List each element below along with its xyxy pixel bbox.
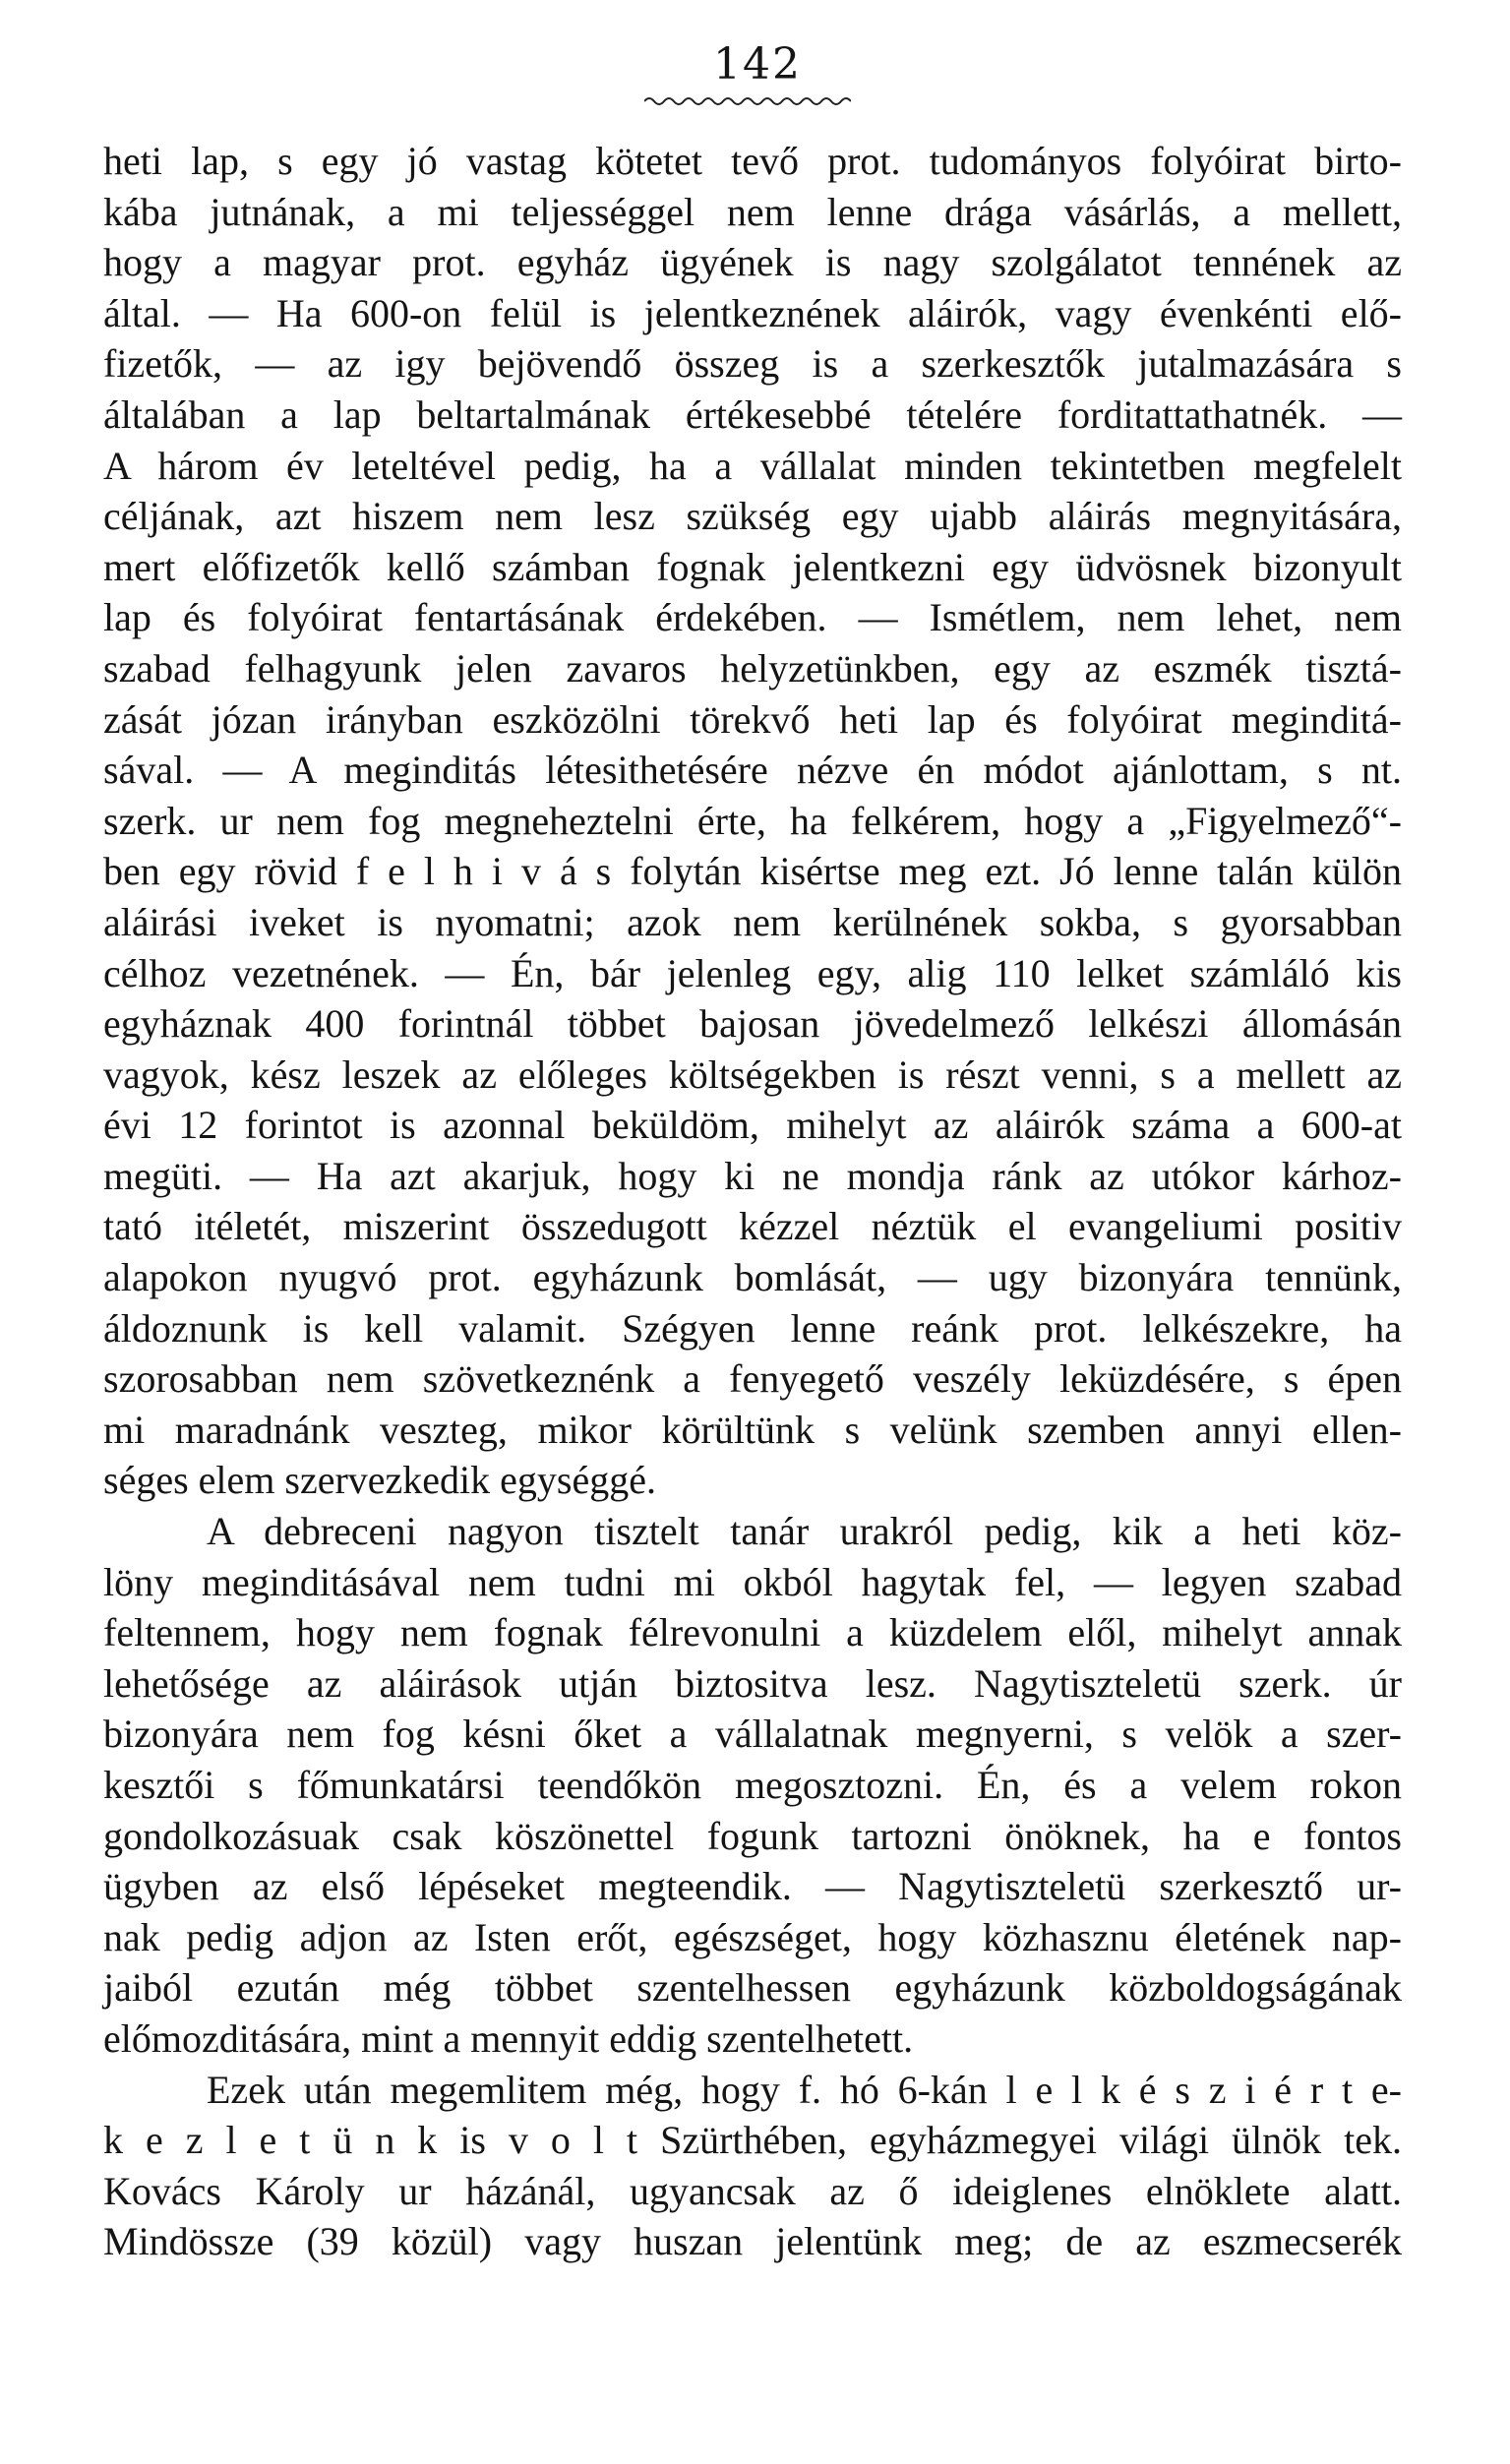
- text-line: nak pedig adjon az Isten erőt, egészséget, hogy közhasznu életének nap-: [103, 1914, 1402, 1959]
- text-line: bizonyára nem fog késni őket a vállalatnak megnyerni, s velök a szer-: [103, 1712, 1402, 1757]
- text-line: szerk. ur nem fog megneheztelni érte, ha felkérem, hogy a „Figyelmező“-: [103, 798, 1402, 843]
- text-line: céljának, azt hiszem nem lesz szükség egy ujabb aláirás megnyitására,: [103, 494, 1402, 539]
- text-line: séges elem szervezkedik egységgé.: [103, 1458, 656, 1503]
- text-line: Mindössze (39 közül) vagy huszan jelentünk meg; de az eszmecserék: [103, 2219, 1402, 2264]
- text-line: tató itéletét, miszerint összedugott kézzel néztük el evangeliumi positiv: [103, 1204, 1402, 1249]
- text-line: általában a lap beltartalmának értékesebbé tételére forditattathatnék. —: [103, 391, 1402, 437]
- text-line: feltennem, hogy nem fognak félrevonulni a küzdelem elől, mihelyt annak: [103, 1610, 1402, 1655]
- text-line: lap és folyóirat fentartásának érdekében. — Ismétlem, nem lehet, nem: [103, 595, 1402, 640]
- text-line: A debreceni nagyon tisztelt tanár urakról pedig, kik a heti köz-: [207, 1509, 1402, 1554]
- text-line: gondolkozásuak csak köszönettel fogunk tartozni önöknek, ha e fontos: [103, 1813, 1402, 1858]
- text-line: Kovács Károly ur házánál, ugyancsak az ő ideiglenes elnöklete alatt.: [103, 2168, 1402, 2213]
- text-line: sával. — A meginditás létesithetésére nézve én módot ajánlottam, s nt.: [103, 748, 1402, 793]
- page-number: 142: [713, 39, 802, 90]
- text-line: egyháznak 400 forintnál többet bajosan jövedelmező lelkészi állomásán: [103, 1001, 1402, 1047]
- text-line: k e z l e t ü n k is v o l t Szürthében, egyházmegyei világi ülnök tek.: [103, 2118, 1402, 2163]
- text-line: kesztői s főmunkatársi teendőkön megosztozni. Én, és a velem rokon: [103, 1763, 1402, 1807]
- text-line: célhoz vezetnének. — Én, bár jelenleg egy, alig 110 lelket számláló kis: [103, 950, 1402, 995]
- text-line: mert előfizetők kellő számban fognak jelentkezni egy üdvösnek bizonyult: [103, 544, 1402, 589]
- text-line: zását józan irányban eszközölni törekvő heti lap és folyóirat meginditá-: [103, 696, 1402, 742]
- text-line: heti lap, s egy jó vastag kötetet tevő prot. tudományos folyóirat birto-: [103, 139, 1402, 183]
- text-line: A három év leteltével pedig, ha a vállalat minden tekintetben megfelelt: [103, 443, 1402, 488]
- text-line: mi maradnánk veszteg, mikor körültünk s velünk szemben annyi ellen-: [103, 1407, 1402, 1452]
- text-line: jaiból ezután még többet szentelhessen egyházunk közboldogságának: [103, 1965, 1402, 2011]
- text-line: kába jutnának, a mi teljességgel nem lenne drága vásárlás, a mellett,: [103, 189, 1402, 234]
- text-line: előmozditására, mint a mennyit eddig szentelhetett.: [103, 2015, 914, 2061]
- text-line: alapokon nyugvó prot. egyházunk bomlását, — ugy bizonyára tennünk,: [103, 1255, 1402, 1300]
- text-line: hogy a magyar prot. egyház ügyének is nagy szolgálatot tennének az: [103, 240, 1402, 285]
- text-line: ben egy rövid f e l h i v á s folytán kisértse meg ezt. Jó lenne talán külön: [103, 849, 1402, 894]
- text-line: ügyben az első lépéseket megteendik. — Nagytiszteletü szerkesztő ur-: [103, 1864, 1402, 1909]
- text-line: által. — Ha 600-on felül is jelentkeznének aláirók, vagy évenkénti elő-: [103, 290, 1402, 335]
- text-line: megüti. — Ha azt akarjuk, hogy ki ne mondja ránk az utókor kárhoz-: [103, 1153, 1402, 1198]
- text-line: Ezek után megemlitem még, hogy f. hó 6-kán l e l k é s z i é r t e-: [207, 2067, 1402, 2112]
- text-line: évi 12 forintot is azonnal beküldöm, mihelyt az aláirók száma a 600-at: [103, 1103, 1402, 1148]
- text-line: áldoznunk is kell valamit. Szégyen lenne reánk prot. lelkészekre, ha: [103, 1305, 1402, 1351]
- text-line: szabad felhagyunk jelen zavaros helyzetünkben, egy az eszmék tisztá-: [103, 645, 1402, 691]
- text-line: szorosabban nem szövetkeznénk a fenyegető veszély leküzdésére, s épen: [103, 1356, 1402, 1402]
- text-line: aláirási iveket is nyomatni; azok nem kerülnének sokba, s gyorsabban: [103, 899, 1402, 944]
- text-line: löny meginditásával nem tudni mi okból hagytak fel, — legyen szabad: [103, 1559, 1402, 1604]
- body-text: [103, 136, 1402, 2267]
- text-line: lehetősége az aláirások utján biztositva lesz. Nagytiszteletü szerk. úr: [103, 1660, 1402, 1706]
- text-line: fizetők, — az igy bejövendő összeg is a szerkesztők jutalmazására s: [103, 341, 1402, 387]
- wavy-rule-ornament: [644, 94, 851, 108]
- text-line: vagyok, kész leszek az előleges költségekben is részt venni, s a mellett az: [103, 1052, 1402, 1097]
